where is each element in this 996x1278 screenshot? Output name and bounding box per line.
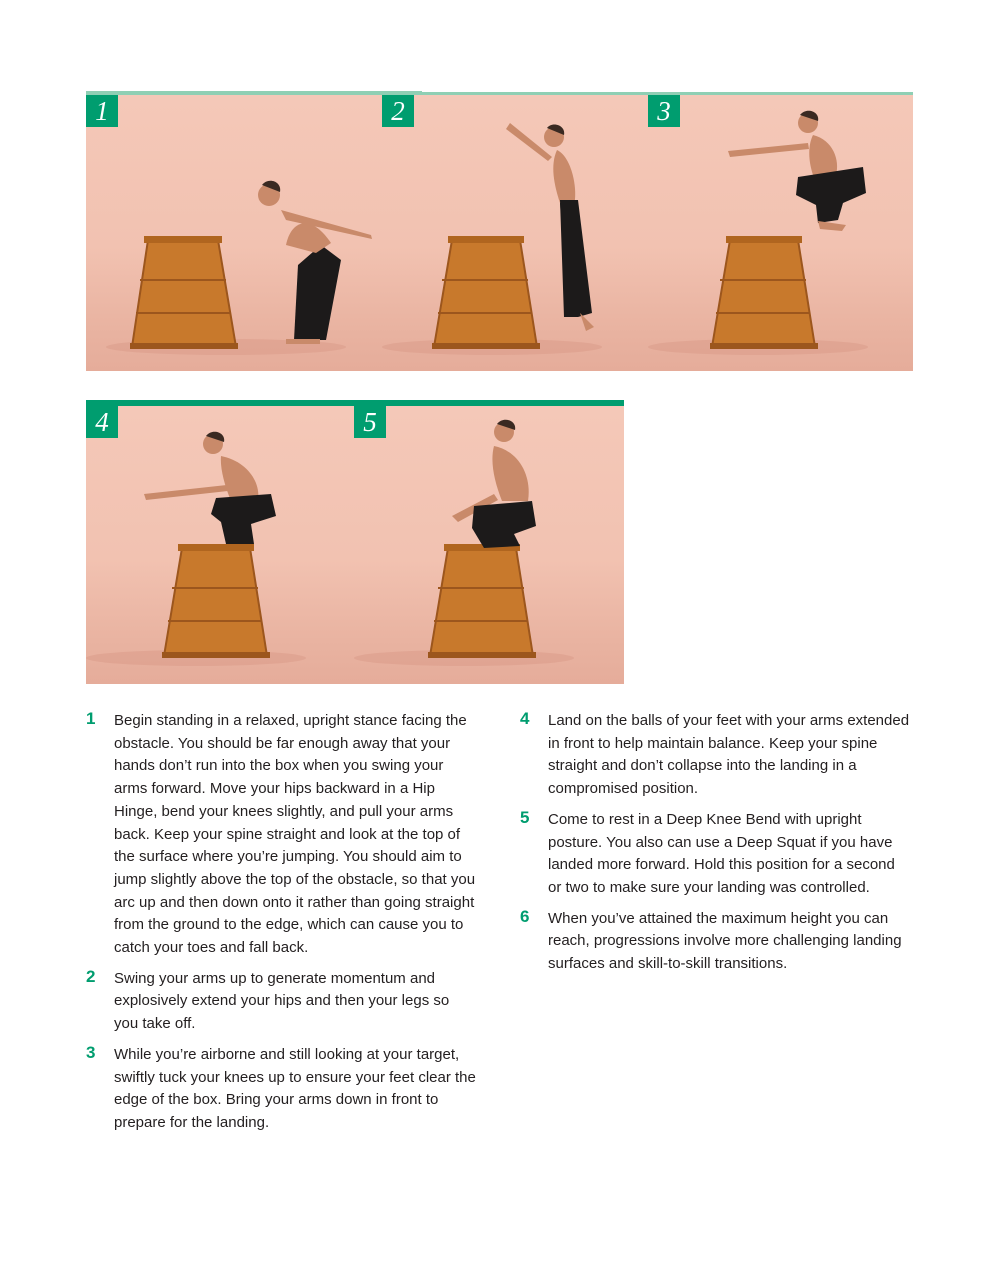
- step-text: Swing your arms up to generate momentum and explosively extend your hips and then your legs so you take off.: [114, 969, 450, 1033]
- instruction-step: [520, 908, 910, 976]
- step-photo-5: [354, 406, 624, 684]
- step-text: When you’ve attained the maximum height you can reach, progressions involve more challenging landing surfaces and skill-to-skill transitions.: [548, 909, 902, 973]
- step-text: Come to rest in a Deep Knee Bend with upright posture. You also can use a Deep Squat if you have landed more forward. Hold this position for a second or two to make sure your landing was controlled.: [548, 810, 895, 896]
- instruction-step: [86, 710, 476, 960]
- step-badge: 4: [86, 406, 118, 438]
- landing-illustration: [86, 406, 354, 684]
- deep-knee-bend-illustration: [354, 406, 624, 684]
- steps-column-right: [520, 710, 910, 984]
- step-text: Land on the balls of your feet with your arms extended in front to help maintain balance. Keep your spine straight and don’t collapse into the landing in a compromised position.: [548, 712, 910, 798]
- hip-hinge-illustration: [86, 95, 382, 371]
- step-number: 1: [86, 709, 96, 728]
- step-number: 3: [86, 1042, 96, 1062]
- instruction-step: [86, 1044, 476, 1135]
- instruction-step: [520, 710, 910, 801]
- steps-column-left: [86, 710, 476, 1143]
- step-badge: 3: [648, 95, 680, 127]
- airborne-tuck-illustration: [648, 95, 913, 371]
- instruction-step: [520, 809, 910, 900]
- step-text: Begin standing in a relaxed, upright stance facing the obstacle. You should be far enough away that your hands don’t run into the box when you swing your arms forward. Move your hips backward in a Hip Hinge, bend your knees slightly, and pull your arms back. Keep your spine straight and look at the top of the surface where you’re jumping. You should aim to jump slightly above the top of the obstacle, so that you arc up and then down onto it rather than going straight from the ground to the edge, which can cause you to catch your toes and fall back.: [114, 712, 476, 957]
- step-number: 4: [520, 709, 530, 728]
- step-number: 5: [520, 807, 530, 827]
- step-badge: 1: [86, 95, 118, 127]
- step-badge: 2: [382, 95, 414, 127]
- step-photo-3: [648, 95, 913, 371]
- step-photo-4: [86, 406, 354, 684]
- step-text: While you’re airborne and still looking at your target, swiftly tuck your knees up to ensure your feet clear the edge of the box. Bring your arms down in front to prepare for the landing.: [114, 1045, 476, 1131]
- step-badge: 5: [354, 406, 386, 438]
- takeoff-illustration: [382, 95, 648, 371]
- step-photo-2: [382, 95, 648, 371]
- step-number: 2: [86, 966, 96, 986]
- step-photo-1: [86, 95, 382, 371]
- instruction-step: [86, 968, 476, 1036]
- step-number: 6: [520, 906, 530, 926]
